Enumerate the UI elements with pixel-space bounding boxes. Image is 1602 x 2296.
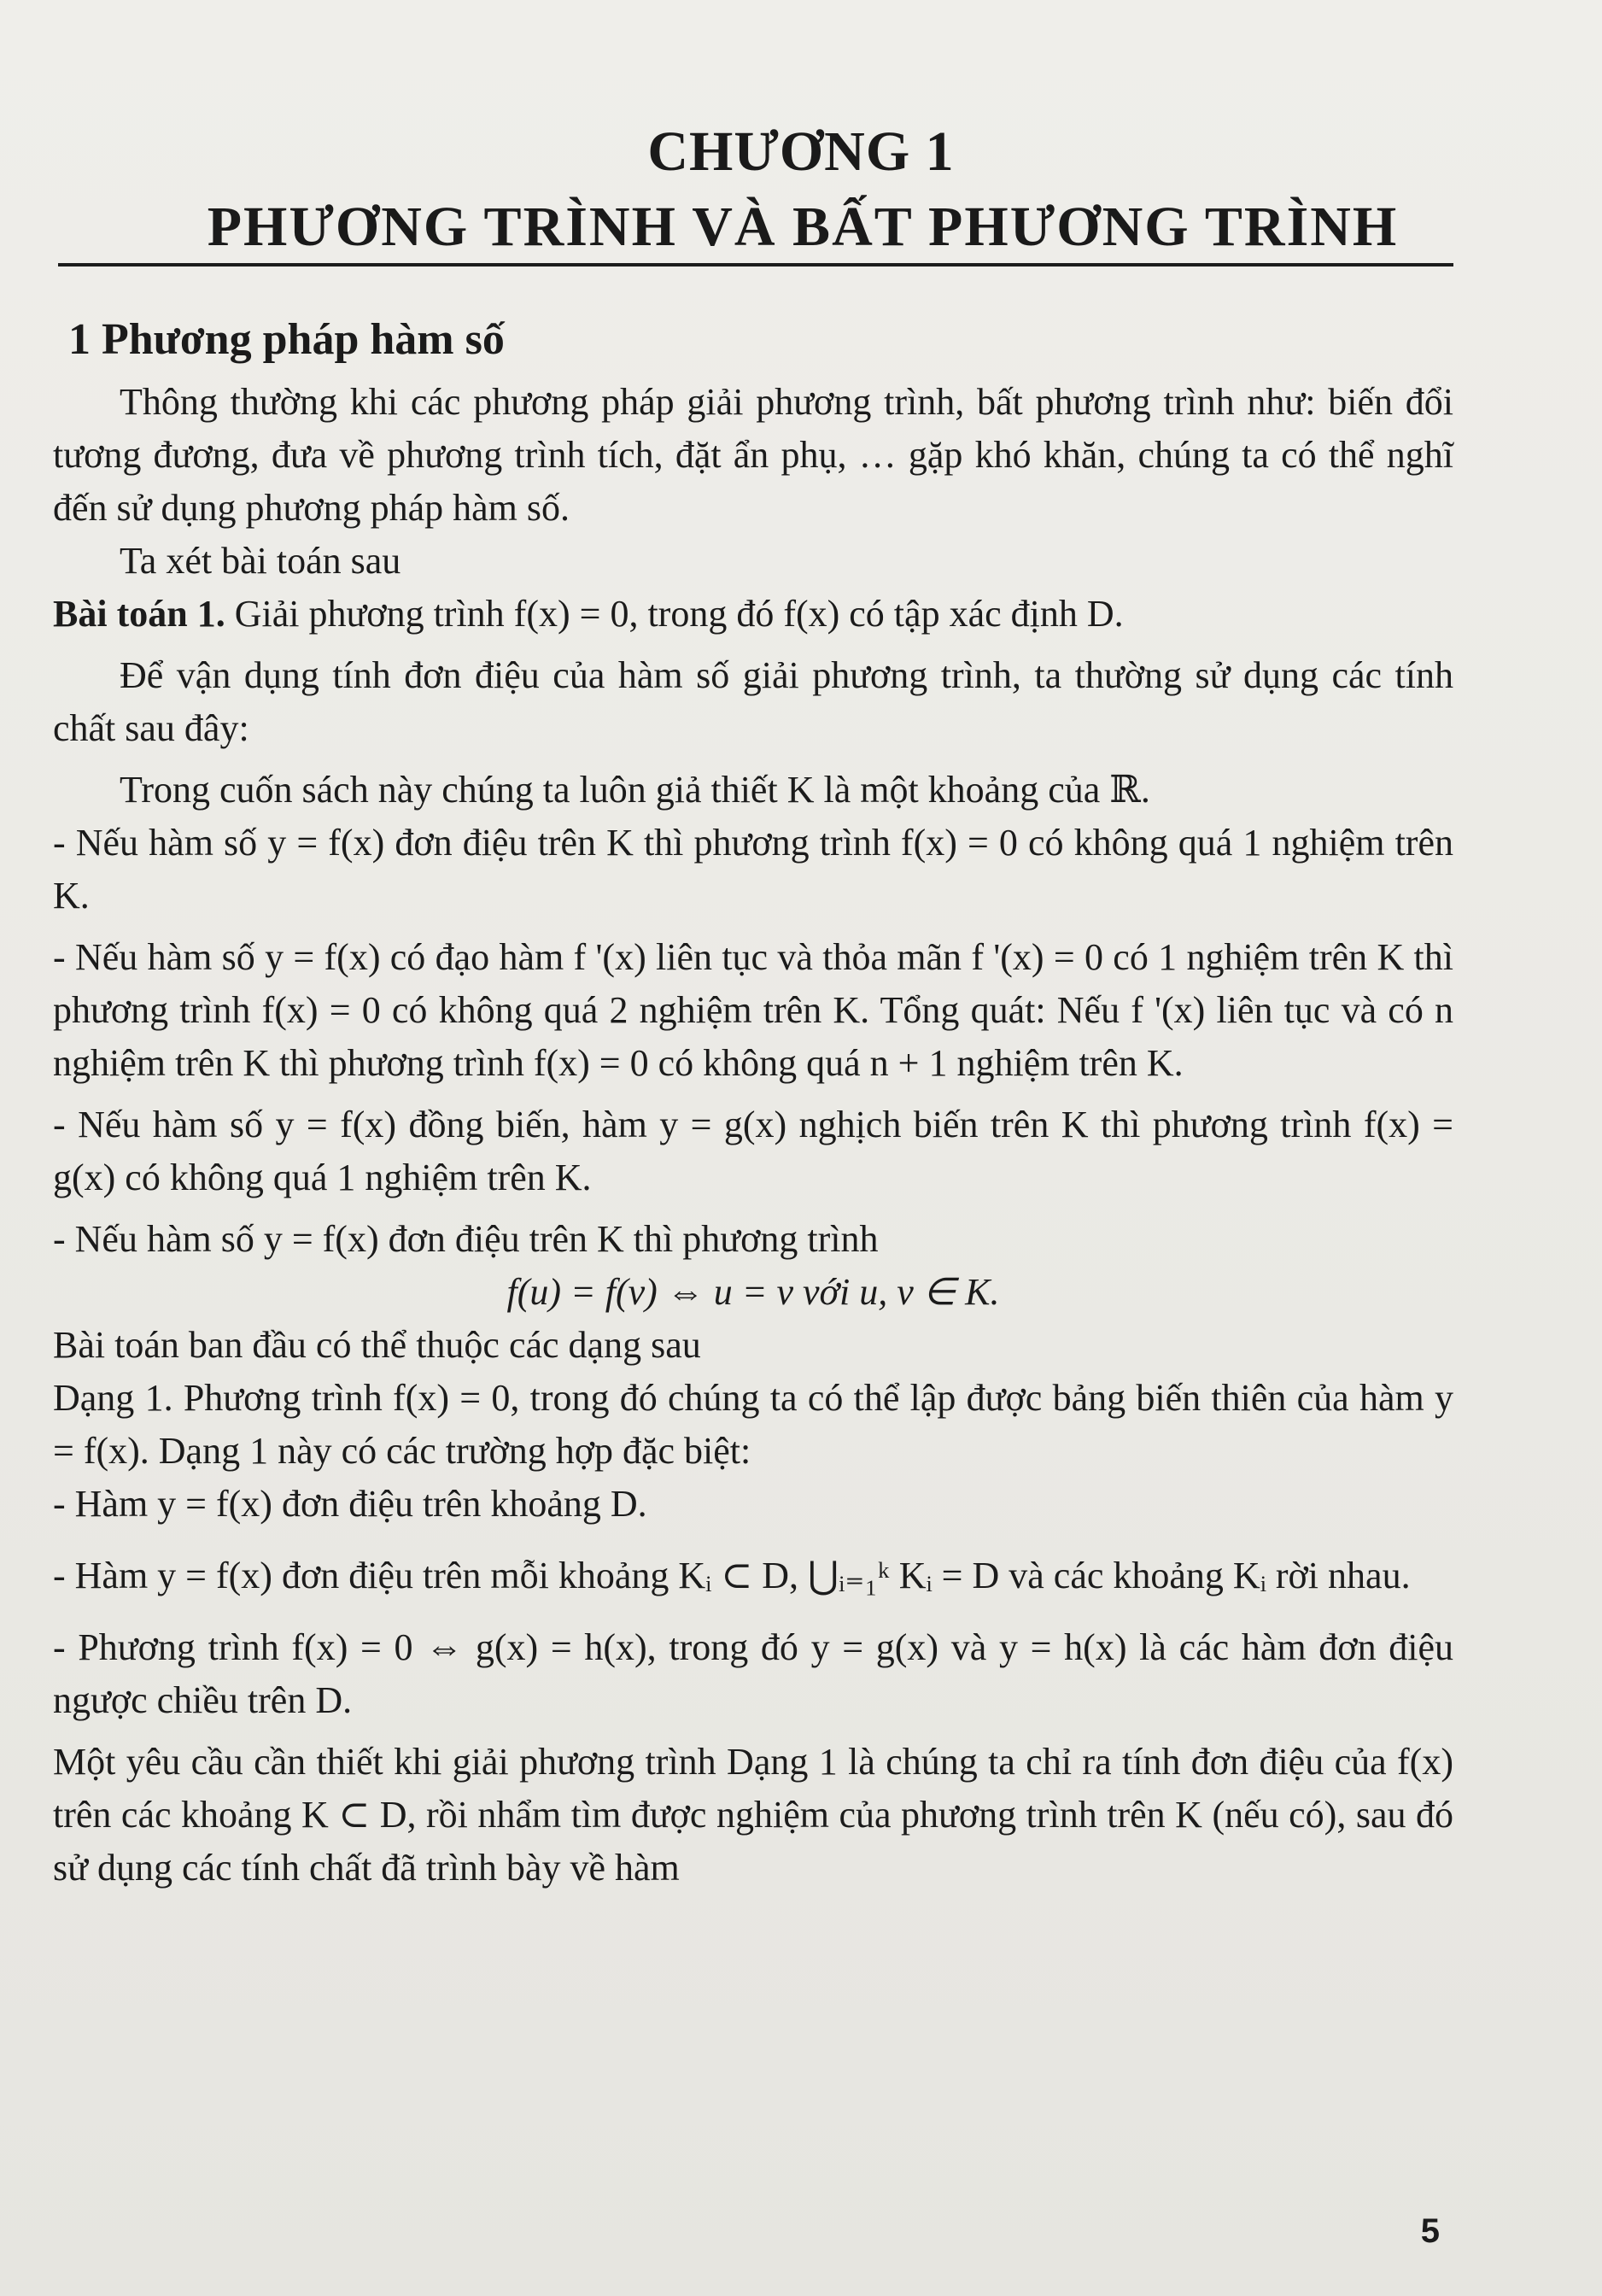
page-number: 5 bbox=[1420, 2212, 1440, 2250]
section-heading: 1 Phương pháp hàm số bbox=[68, 315, 505, 364]
title-rule bbox=[58, 263, 1453, 266]
problem-label: Bài toán 1. bbox=[53, 593, 225, 635]
chapter-title: CHƯƠNG 1 bbox=[647, 120, 955, 183]
property-4-formula: f(u) = f(v) ⇔ u = v với u, v ∈ K. bbox=[506, 1271, 1000, 1313]
problem-text: Giải phương trình f(x) = 0, trong đó f(x) có tập xác định D. bbox=[234, 593, 1124, 635]
apply-paragraph: Để vận dụng tính đơn điệu của hàm số giải phương trình, ta thường sử dụng các tính chất sau đây: bbox=[53, 654, 1453, 749]
property-2: - Nếu hàm số y = f(x) có đạo hàm f '(x) liên tục và thỏa mãn f '(x) = 0 có 1 nghiệm trên K thì phương trình f(x) = 0 có không quá 2 nghiệm trên K. Tổng quát: Nếu f '(x) liên tục và có n nghiệm trên K thì phương trình f(x) = 0 có không quá n + 1 nghiệm trên K. bbox=[53, 936, 1453, 1084]
page-body bbox=[53, 376, 1453, 1895]
problem-statement bbox=[53, 588, 1453, 641]
consider-line: Ta xét bài toán sau bbox=[120, 540, 401, 582]
forms-intro: Bài toán ban đầu có thể thuộc các dạng sau bbox=[53, 1324, 701, 1366]
property-3: - Nếu hàm số y = f(x) đồng biến, hàm y = g(x) nghịch biến trên K thì phương trình f(x) = g(x) có không quá 1 nghiệm trên K. bbox=[53, 1104, 1453, 1198]
case-1: - Hàm y = f(x) đơn điệu trên khoảng D. bbox=[53, 1483, 647, 1525]
property-4: - Nếu hàm số y = f(x) đơn điệu trên K thì phương trình bbox=[53, 1218, 879, 1260]
case-2: - Hàm y = f(x) đơn điệu trên mỗi khoảng Kᵢ ⊂ D, ⋃ᵢ₌₁ᵏ Kᵢ = D và các khoảng Kᵢ rời nhau. bbox=[53, 1555, 1411, 1596]
assumption-paragraph: Trong cuốn sách này chúng ta luôn giả thiết K là một khoảng của ℝ. bbox=[120, 769, 1150, 811]
case-3: - Phương trình f(x) = 0 ⇔ g(x) = h(x), trong đó y = g(x) và y = h(x) là các hàm đơn điệu ngược chiều trên D. bbox=[53, 1626, 1453, 1721]
property-1: - Nếu hàm số y = f(x) đơn điệu trên K thì phương trình f(x) = 0 có không quá 1 nghiệm trên K. bbox=[53, 822, 1453, 917]
chapter-subtitle: PHƯƠNG TRÌNH VÀ BẤT PHƯƠNG TRÌNH bbox=[207, 196, 1399, 258]
requirement-paragraph: Một yêu cầu cần thiết khi giải phương trình Dạng 1 là chúng ta chỉ ra tính đơn điệu của f(x) trên các khoảng K ⊂ D, rồi nhẩm tìm được nghiệm của phương trình trên K (nếu có), sau đó sử dụng các tính chất đã trình bày về hàm bbox=[53, 1741, 1453, 1889]
intro-paragraph: Thông thường khi các phương pháp giải phương trình, bất phương trình như: biến đổi tương đương, đưa về phương trình tích, đặt ẩn phụ, … gặp khó khăn, chúng ta có thể nghĩ đến sử dụng phương pháp hàm số. bbox=[53, 381, 1453, 529]
form-1: Dạng 1. Phương trình f(x) = 0, trong đó chúng ta có thể lập được bảng biến thiên của hàm y = f(x). Dạng 1 này có các trường hợp đặc biệt: bbox=[53, 1377, 1453, 1472]
